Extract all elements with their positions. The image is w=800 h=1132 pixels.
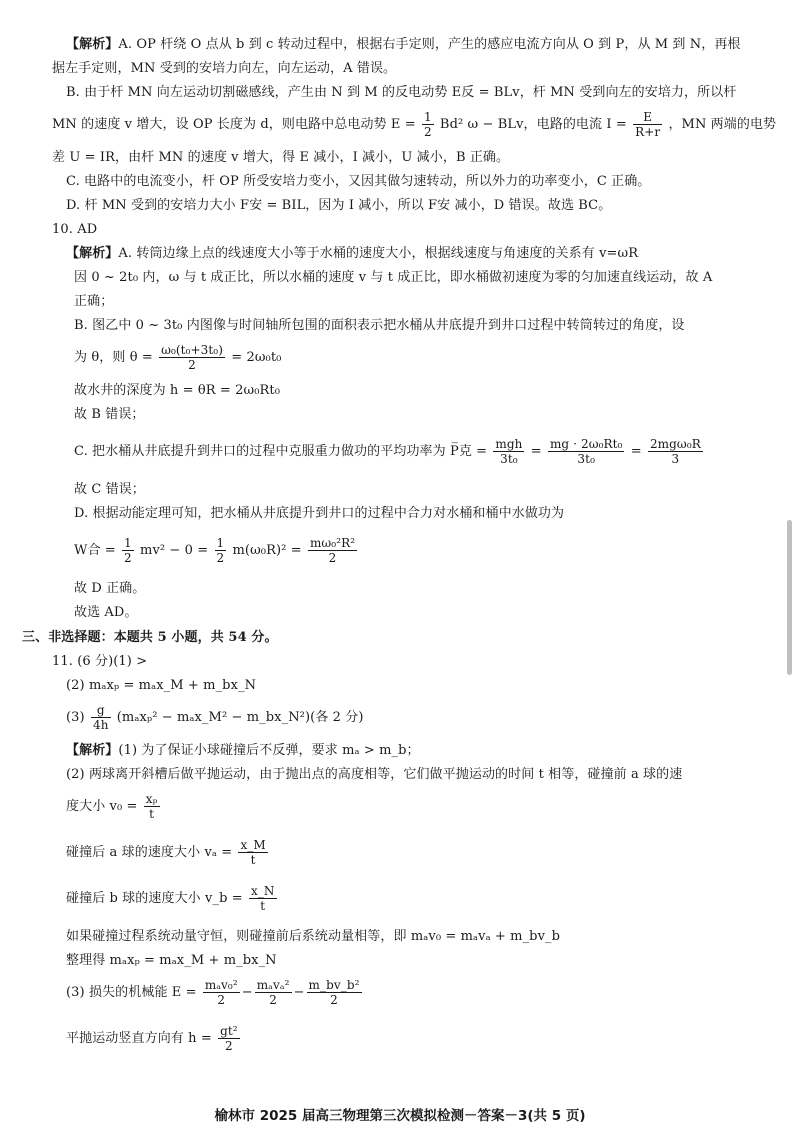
fraction: $\frac{\text{xₚ}}{t}$ — [145, 792, 158, 821]
q10-option-b-conclusion: 故 B 错误； — [74, 407, 145, 422]
fraction: $\frac{\text{m\_bv\_b²}}{2}$ — [308, 978, 360, 1007]
fraction: $\frac{g}{4h}$ — [92, 703, 109, 732]
q10-option-c-line-1: C. 把水桶从井底提升到井口的过程中克服重力做功的平均功率为 P̅克 = $\frac{\text{mgh}}{\text{3t₀}}$ = $\frac{\text{mg · 2ω₀Rt₀}}{\text{3t₀}}$ = $\frac{\text{2mgω₀R}}{3}$ — [74, 437, 701, 466]
fraction: $\frac{\text{mg · 2ω₀Rt₀}}{\text{3t₀}}$ — [549, 437, 623, 466]
q10-answer: 10. AD — [52, 222, 98, 237]
fraction: $\frac{\text{ω₀(t₀+3t₀)}}{2}$ — [161, 343, 223, 372]
q11-explain-2: (2) 两球离开斜槽后做平抛运动，由于抛出点的高度相等，它们做平抛运动的时间 t 相等，碰撞前 a 球的速 — [66, 767, 683, 782]
q11-answer-2: (2) mₐxₚ = mₐx_M + m_bx_N — [66, 678, 257, 693]
q11-answer-3: (3) $\frac{g}{4h}$ (mₐxₚ² − mₐx_M² − m_bx_N²)(各 2 分) — [66, 703, 364, 732]
q10-option-a-line-3: 正确； — [74, 294, 114, 309]
section-heading: 三、非选择题：本题共 5 小题，共 54 分。 — [22, 630, 278, 645]
q9-option-a-line-1: 【解析】A. OP 杆绕 O 点从 b 到 c 转动过程中，根据右手定则，产生的感应电流方向从 O 到 P，从 M 到 N，再根 — [66, 37, 741, 52]
answer-content — [22, 34, 782, 1061]
fraction: $\frac{x\_M}{t}$ — [240, 838, 266, 867]
q10-option-d-line-1: D. 根据动能定理可知，把水桶从井底提升到井口的过程中合力对水桶和桶中水做功为 — [74, 506, 565, 521]
q11-explain-6: 如果碰撞过程系统动量守恒，则碰撞前后系统动量相等，即 mₐv₀ = mₐvₐ + m_bv_b — [66, 929, 561, 944]
fraction: $\frac{\text{mω₀²R²}}{2}$ — [309, 536, 356, 565]
q11-explain-1: 【解析】(1) 为了保证小球碰撞后不反弹，要求 mₐ > m_b； — [66, 743, 420, 758]
q10-option-b-line-2: 为 θ，则 θ = $\frac{\text{ω₀(t₀+3t₀)}}{2}$ = 2ω₀t₀ — [74, 343, 282, 372]
fraction: $\frac{\text{mₐvₐ²}}{2}$ — [256, 978, 290, 1007]
q11-explain-3: 度大小 v₀ = $\frac{\text{xₚ}}{t}$ — [66, 792, 158, 821]
fraction: $\frac{\text{mₐv₀²}}{2}$ — [204, 978, 238, 1007]
q11-explain-7: 整理得 mₐxₚ = mₐx_M + m_bx_N — [66, 953, 277, 968]
q11-explain-9: 平抛运动竖直方向有 h = $\frac{\text{gt²}}{2}$ — [66, 1024, 238, 1053]
fraction: $\frac{\text{gt²}}{2}$ — [220, 1024, 238, 1053]
fraction: $\frac{\text{2mgω₀R}}{3}$ — [649, 437, 701, 466]
q10-final-choice: 故选 AD。 — [74, 605, 138, 620]
q11-explain-4: 碰撞后 a 球的速度大小 vₐ = $\frac{x\_M}{t}$ — [66, 838, 266, 867]
q10-option-a-line-1: 【解析】A. 转筒边缘上点的线速度大小等于水桶的速度大小，根据线速度与角速度的关系有 v=ωR — [66, 246, 639, 261]
q10-option-b-line-1: B. 图乙中 0 ~ 3t₀ 内图像与时间轴所包围的面积表示把水桶从井底提升到井口过程中转筒转过的角度，设 — [74, 318, 685, 333]
q9-option-c: C. 电路中的电流变小，杆 OP 所受安培力变小，又因其做匀速转动，所以外力的功率变小，C 正确。 — [66, 174, 651, 189]
fraction: $\frac{E}{R+r}$ — [635, 110, 661, 139]
q11-explain-8: (3) 损失的机械能 E = $\frac{\text{mₐv₀²}}{2}$ − $\frac{\text{mₐvₐ²}}{2}$ − $\frac{\text{m\_bv\_b²}}{2}$ — [66, 978, 360, 1007]
q10-option-d-line-2: W合 = $\frac{1}{2}$ mv² − 0 = $\frac{1}{2}$ m(ω₀R)² = $\frac{\text{mω₀²R²}}{2}$ — [74, 536, 356, 565]
q9-option-d: D. 杆 MN 受到的安培力大小 F安 = BIL，因为 I 减小，所以 F安 减小，D 错误。故选 BC。 — [66, 198, 612, 213]
q10-option-d-conclusion: 故 D 正确。 — [74, 581, 146, 596]
fraction: $\frac{\text{mgh}}{\text{3t₀}}$ — [495, 437, 523, 466]
fraction: $\frac{1}{2}$ — [124, 536, 132, 565]
fraction: $\frac{x\_N}{t}$ — [250, 884, 275, 913]
q10-well-depth: 故水井的深度为 h = θR = 2ω₀Rt₀ — [74, 383, 281, 398]
page-footer: 榆林市 2025 届高三物理第三次模拟检测－答案－3(共 5 页) — [214, 1108, 586, 1124]
q10-option-c-conclusion: 故 C 错误； — [74, 482, 145, 497]
q10-option-a-line-2: 因 0 ~ 2t₀ 内，ω 与 t 成正比，所以水桶的速度 v 与 t 成正比，即水桶做初速度为零的匀加速直线运动，故 A — [74, 270, 713, 285]
q9-option-b-line-1: B. 由于杆 MN 向左运动切割磁感线，产生由 N 到 M 的反电动势 E反 = BLv，杆 MN 受到向左的安培力，所以杆 — [66, 85, 737, 100]
fraction: $\frac{1}{2}$ — [423, 110, 432, 139]
q11-answer-1: 11. (6 分)(1) > — [52, 654, 148, 669]
q9-option-b-line-2: MN 的速度 v 增大，设 OP 长度为 d，则电路中总电动势 E = $\frac{1}{2}$ Bd² ω − BLv，电路的电流 I = $\frac{E}{R+r}$ ，MN 两端的电势 — [52, 110, 777, 139]
fraction: $\frac{1}{2}$ — [216, 536, 225, 565]
q11-explain-5: 碰撞后 b 球的速度大小 v_b = $\frac{x\_N}{t}$ — [66, 884, 275, 913]
q9-option-b-line-3: 差 U = IR，由杆 MN 的速度 v 增大，得 E 减小，I 减小，U 减小，B 正确。 — [52, 150, 510, 165]
q9-option-a-line-2: 据左手定则，MN 受到的安培力向左，向左运动，A 错误。 — [52, 61, 397, 76]
